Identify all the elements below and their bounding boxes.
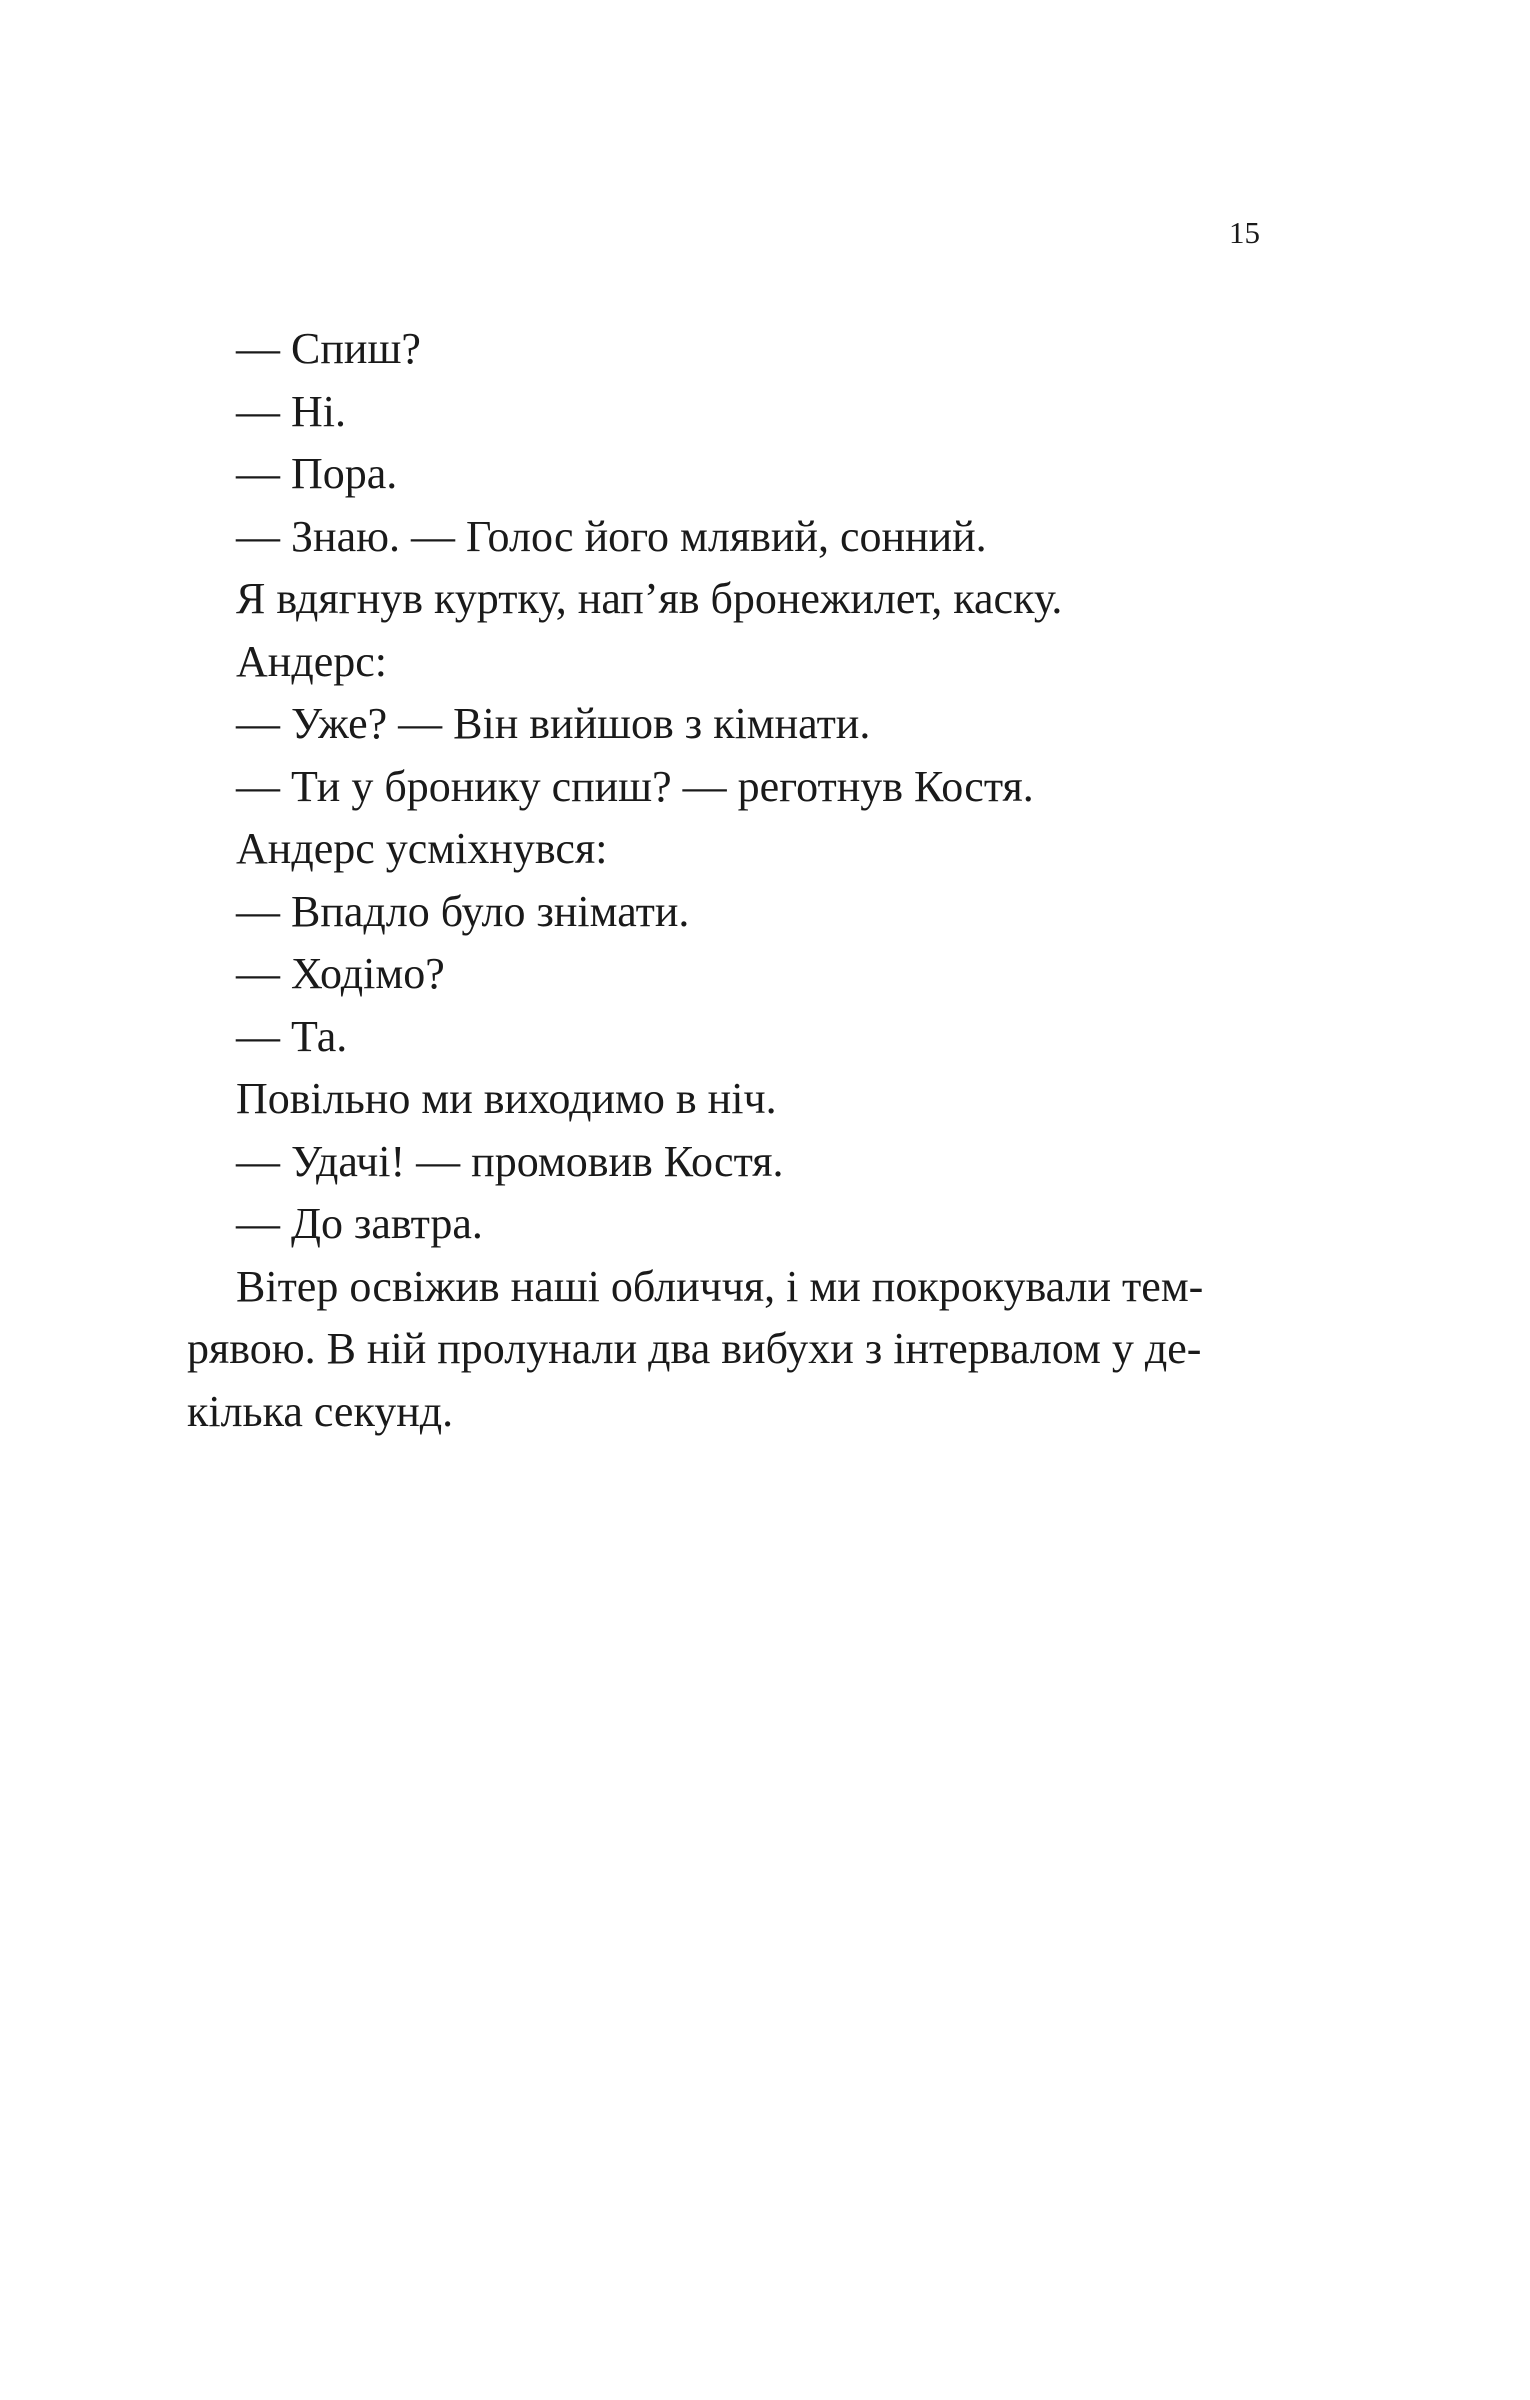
paragraph: Повільно ми виходимо в ніч. bbox=[236, 1074, 777, 1123]
paragraph-line: рявою. В ній пролунали два вибухи з інтервалом у де- bbox=[187, 1324, 1202, 1373]
paragraph: — Впадло було знімати. bbox=[236, 886, 690, 936]
paragraph: — Ти у бронику спиш? — реготнув Костя. bbox=[236, 761, 1034, 811]
paragraph: Андерс: bbox=[236, 636, 387, 686]
paragraph: — Ходімо? bbox=[236, 949, 445, 998]
paragraph: — Спиш? bbox=[236, 324, 421, 373]
paragraph: — Знаю. — Голос його млявий, сонний. bbox=[236, 511, 987, 561]
page-number: 15 bbox=[1229, 215, 1260, 250]
body-text bbox=[187, 318, 1269, 1443]
paragraph: — До завтра. bbox=[236, 1199, 483, 1248]
paragraph: — Та. bbox=[236, 1011, 348, 1061]
paragraph: — Пора. bbox=[236, 449, 398, 498]
paragraph: — Уже? — Він вийшов з кімнати. bbox=[236, 699, 871, 748]
paragraph: — Ні. bbox=[236, 386, 346, 436]
paragraph: Я вдягнув куртку, нап’яв бронежилет, каску. bbox=[236, 574, 1063, 623]
paragraph: Андерс усміхнувся: bbox=[236, 824, 608, 873]
final-paragraph bbox=[187, 1256, 1269, 1444]
paragraph: — Удачі! — промовив Костя. bbox=[236, 1136, 784, 1186]
paragraph-line: кілька секунд. bbox=[187, 1386, 454, 1436]
paragraph-line: Вітер освіжив наші обличчя, і ми покрокували тем- bbox=[236, 1261, 1204, 1311]
